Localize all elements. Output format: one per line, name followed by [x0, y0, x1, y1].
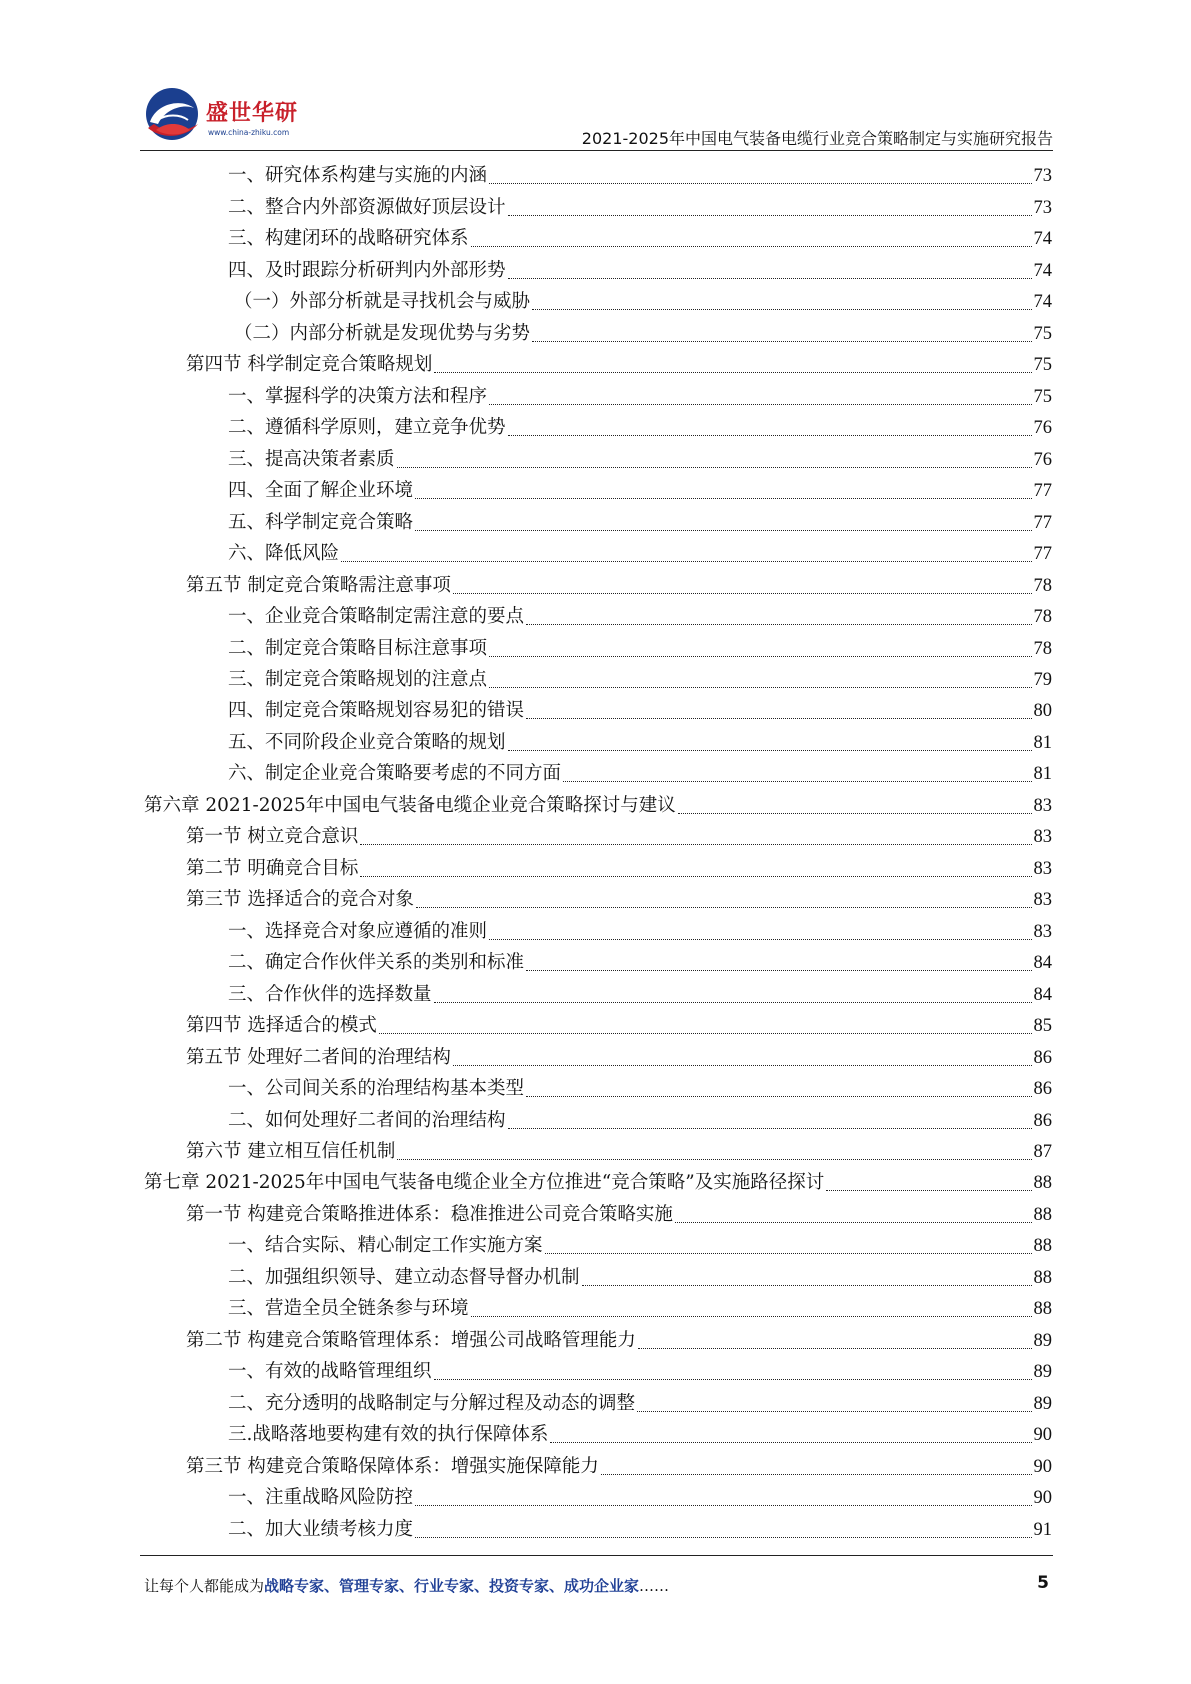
toc-entry[interactable] — [144, 788, 1052, 819]
toc-entry[interactable] — [144, 1103, 1052, 1134]
toc-entry-title: 一、注重战略风险防控 — [228, 1487, 414, 1509]
logo-swirl-icon — [140, 84, 204, 148]
toc-entry-page: 84 — [1033, 984, 1052, 1005]
toc-entry[interactable] — [144, 694, 1052, 725]
toc-entry[interactable] — [144, 379, 1052, 410]
toc-entry-page: 89 — [1033, 1330, 1052, 1351]
toc-entry[interactable] — [144, 348, 1052, 379]
toc-entry-page: 89 — [1033, 1362, 1052, 1383]
toc-entry-title: 一、公司间关系的治理结构基本类型 — [228, 1078, 525, 1100]
toc-dot-leader — [360, 876, 1031, 877]
toc-entry-page: 80 — [1033, 701, 1052, 722]
toc-entry[interactable] — [144, 568, 1052, 599]
toc-entry[interactable] — [144, 1040, 1052, 1071]
toc-entry-page: 89 — [1033, 1393, 1052, 1414]
toc-entry-title: （二）内部分析就是发现优势与劣势 — [234, 322, 531, 344]
toc-entry[interactable] — [144, 442, 1052, 473]
toc-dot-leader — [415, 530, 1031, 531]
toc-entry-title: 一、结合实际、精心制定工作实施方案 — [228, 1235, 543, 1257]
toc-entry[interactable] — [144, 820, 1052, 851]
toc-entry-title: 第二节 明确竞合目标 — [186, 857, 359, 879]
report-title: 2021-2025年中国电气装备电缆行业竞合策略制定与实施研究报告 — [581, 129, 1053, 148]
toc-dot-leader — [415, 498, 1031, 499]
toc-dot-leader — [526, 624, 1031, 625]
toc-entry-title: 二、如何处理好二者间的治理结构 — [228, 1109, 506, 1131]
toc-entry-page: 83 — [1033, 921, 1052, 942]
toc-dot-leader — [489, 939, 1031, 940]
toc-dot-leader — [678, 813, 1032, 814]
toc-dot-leader — [532, 341, 1031, 342]
toc-dot-leader — [379, 1033, 1032, 1034]
toc-entry[interactable] — [144, 505, 1052, 536]
toc-entry[interactable] — [144, 1386, 1052, 1417]
toc-entry-page: 78 — [1033, 607, 1052, 628]
toc-dot-leader — [434, 1002, 1032, 1003]
toc-entry-page: 83 — [1033, 858, 1052, 879]
toc-dot-leader — [508, 278, 1032, 279]
toc-entry-title: 第三节 选择适合的竞合对象 — [186, 889, 414, 911]
toc-entry[interactable] — [144, 757, 1052, 788]
toc-entry-title: 四、全面了解企业环境 — [228, 480, 414, 502]
footer-divider — [140, 1555, 1053, 1556]
toc-entry[interactable] — [144, 1009, 1052, 1040]
toc-entry[interactable] — [144, 1229, 1052, 1260]
toc-entry[interactable] — [144, 1512, 1052, 1543]
toc-dot-leader — [675, 1222, 1032, 1223]
toc-entry-title: 第六章 2021-2025年中国电气装备电缆企业竞合策略探讨与建议 — [144, 794, 676, 816]
table-of-contents — [144, 159, 1052, 1544]
toc-entry-page: 88 — [1033, 1204, 1052, 1225]
toc-entry[interactable] — [144, 474, 1052, 505]
toc-dot-leader — [526, 718, 1031, 719]
toc-entry-title: 第一节 构建竞合策略推进体系：稳准推进公司竞合策略实施 — [186, 1203, 673, 1225]
toc-dot-leader — [638, 1348, 1032, 1349]
page-header — [140, 78, 1053, 150]
toc-dot-leader — [826, 1190, 1031, 1191]
toc-entry[interactable] — [144, 1481, 1052, 1512]
toc-dot-leader — [582, 1285, 1032, 1286]
toc-entry-page: 87 — [1033, 1142, 1052, 1162]
toc-entry[interactable] — [144, 1166, 1052, 1197]
toc-entry[interactable] — [144, 411, 1052, 442]
toc-entry-title: 六、降低风险 — [228, 543, 340, 565]
toc-entry-title: 一、掌握科学的决策方法和程序 — [228, 385, 488, 407]
toc-entry-title: 第四节 选择适合的模式 — [186, 1015, 377, 1037]
toc-entry-title: 第二节 构建竞合策略管理体系：增强公司战略管理能力 — [186, 1329, 636, 1351]
toc-entry[interactable] — [144, 285, 1052, 316]
toc-entry[interactable] — [144, 537, 1052, 568]
toc-entry[interactable] — [144, 316, 1052, 347]
toc-entry-title: 三.战略落地要构建有效的执行保障体系 — [228, 1424, 549, 1446]
toc-entry-title: 三、营造全员全链条参与环境 — [228, 1298, 469, 1320]
logo-url: www.china-zhiku.com — [208, 128, 290, 137]
footer-slogan-highlight: 战略专家、管理专家、行业专家、投资专家、成功企业家 — [264, 1577, 640, 1595]
footer-slogan-suffix: …… — [639, 1577, 670, 1595]
toc-entry-page: 79 — [1033, 669, 1052, 690]
toc-dot-leader — [550, 1442, 1031, 1443]
toc-dot-leader — [415, 1505, 1031, 1506]
toc-dot-leader — [453, 1065, 1032, 1066]
toc-dot-leader — [453, 593, 1032, 594]
toc-entry-page: 77 — [1033, 544, 1052, 565]
toc-entry[interactable] — [144, 631, 1052, 662]
toc-dot-leader — [397, 1159, 1031, 1160]
toc-entry-page: 86 — [1033, 1079, 1052, 1100]
toc-entry-title: 第六节 建立相互信任机制 — [186, 1141, 396, 1162]
toc-entry-title: 三、提高决策者素质 — [228, 448, 395, 470]
toc-entry-page: 86 — [1033, 1047, 1052, 1068]
toc-entry-page: 73 — [1033, 197, 1052, 218]
toc-entry-page: 90 — [1033, 1488, 1052, 1509]
toc-entry-page: 88 — [1033, 1236, 1052, 1257]
toc-entry-page: 78 — [1033, 638, 1052, 659]
page-number: 5 — [1037, 1573, 1049, 1593]
toc-dot-leader — [508, 750, 1032, 751]
toc-entry[interactable] — [144, 1197, 1052, 1228]
toc-entry-page: 75 — [1033, 355, 1052, 376]
toc-dot-leader — [508, 1128, 1032, 1129]
toc-entry-title: 第五节 处理好二者间的治理结构 — [186, 1046, 451, 1068]
toc-entry[interactable] — [144, 1072, 1052, 1103]
toc-entry-title: 第一节 树立竞合意识 — [186, 826, 359, 848]
toc-entry-title: 二、整合内外部资源做好顶层设计 — [228, 196, 506, 218]
toc-entry-title: 二、加强组织领导、建立动态督导督办机制 — [228, 1266, 580, 1288]
toc-dot-leader — [397, 467, 1032, 468]
toc-entry-title: 六、制定企业竞合策略要考虑的不同方面 — [228, 763, 562, 785]
toc-entry-title: 一、有效的战略管理组织 — [228, 1361, 432, 1383]
toc-entry-title: 一、研究体系构建与实施的内涵 — [228, 165, 488, 187]
footer-slogan — [144, 1575, 669, 1596]
toc-entry-title: 三、制定竞合策略规划的注意点 — [228, 668, 488, 690]
toc-dot-leader — [637, 1411, 1031, 1412]
toc-entry-title: 第三节 构建竞合策略保障体系：增强实施保障能力 — [186, 1455, 599, 1477]
toc-entry-page: 85 — [1033, 1016, 1052, 1037]
toc-entry[interactable] — [144, 190, 1052, 221]
header-divider — [140, 150, 1053, 151]
toc-entry[interactable] — [144, 663, 1052, 694]
footer-slogan-prefix: 让每个人都能成为 — [144, 1577, 265, 1595]
toc-entry-page: 73 — [1033, 166, 1052, 187]
toc-entry-title: 一、企业竞合策略制定需注意的要点 — [228, 606, 525, 628]
toc-entry-title: 四、制定竞合策略规划容易犯的错误 — [228, 700, 525, 722]
toc-entry-page: 83 — [1033, 827, 1052, 848]
toc-entry-page: 75 — [1033, 323, 1052, 344]
toc-entry[interactable] — [144, 883, 1052, 914]
toc-entry-page: 88 — [1033, 1173, 1052, 1194]
toc-dot-leader — [601, 1474, 1032, 1475]
toc-entry[interactable] — [144, 159, 1052, 190]
toc-dot-leader — [471, 246, 1032, 247]
toc-entry-page: 90 — [1033, 1425, 1052, 1446]
toc-entry[interactable] — [144, 1355, 1052, 1386]
toc-entry-page: 84 — [1033, 953, 1052, 974]
toc-entry[interactable] — [144, 977, 1052, 1008]
toc-entry-title: 三、构建闭环的战略研究体系 — [228, 228, 469, 250]
toc-dot-leader — [416, 907, 1032, 908]
page-footer — [144, 1575, 1049, 1601]
toc-dot-leader — [489, 687, 1031, 688]
toc-entry[interactable] — [144, 1418, 1052, 1449]
toc-entry[interactable] — [144, 1292, 1052, 1323]
toc-entry[interactable] — [144, 1260, 1052, 1291]
toc-entry-page: 88 — [1033, 1299, 1052, 1320]
toc-dot-leader — [360, 844, 1031, 845]
toc-entry-page: 74 — [1033, 229, 1052, 250]
toc-dot-leader — [526, 1096, 1031, 1097]
toc-entry-page: 81 — [1033, 764, 1052, 785]
company-logo — [140, 84, 360, 150]
toc-entry-page: 74 — [1033, 260, 1052, 281]
toc-entry[interactable] — [144, 725, 1052, 756]
toc-entry-page: 83 — [1033, 795, 1052, 816]
toc-dot-leader — [489, 656, 1031, 657]
toc-dot-leader — [341, 561, 1031, 562]
toc-entry[interactable] — [144, 1323, 1052, 1354]
toc-entry-page: 75 — [1033, 386, 1052, 407]
toc-entry-title: 三、合作伙伴的选择数量 — [228, 983, 432, 1005]
toc-entry-page: 76 — [1033, 418, 1052, 439]
toc-dot-leader — [545, 1253, 1032, 1254]
toc-entry-title: 第四节 科学制定竞合策略规划 — [186, 354, 433, 376]
toc-dot-leader — [434, 372, 1031, 373]
toc-entry[interactable] — [144, 1449, 1052, 1480]
toc-entry[interactable] — [144, 851, 1052, 882]
toc-entry-title: 二、确定合作伙伴关系的类别和标准 — [228, 952, 525, 974]
toc-dot-leader — [526, 970, 1031, 971]
toc-dot-leader — [508, 215, 1032, 216]
toc-entry[interactable] — [144, 1135, 1052, 1166]
toc-entry-title: 第七章 2021-2025年中国电气装备电缆企业全方位推进“竞合策略”及实施路径探讨 — [144, 1172, 825, 1194]
toc-entry-page: 90 — [1033, 1456, 1052, 1477]
toc-entry-title: 第五节 制定竞合策略需注意事项 — [186, 574, 451, 596]
toc-dot-leader — [489, 183, 1031, 184]
toc-entry-page: 78 — [1033, 575, 1052, 596]
toc-entry-page: 91 — [1033, 1519, 1052, 1540]
toc-dot-leader — [415, 1537, 1031, 1538]
toc-entry[interactable] — [144, 946, 1052, 977]
toc-entry-page: 74 — [1033, 292, 1052, 313]
toc-entry-page: 76 — [1033, 449, 1052, 470]
toc-entry[interactable] — [144, 914, 1052, 945]
toc-dot-leader — [471, 1316, 1032, 1317]
toc-entry[interactable] — [144, 222, 1052, 253]
toc-entry-page: 81 — [1033, 732, 1052, 753]
toc-entry-title: 二、充分透明的战略制定与分解过程及动态的调整 — [228, 1392, 636, 1414]
toc-entry-title: 五、科学制定竞合策略 — [228, 511, 414, 533]
toc-entry-title: 一、选择竞合对象应遵循的准则 — [228, 920, 488, 942]
toc-dot-leader — [508, 435, 1032, 436]
toc-dot-leader — [434, 1379, 1032, 1380]
toc-entry-title: 四、及时跟踪分析研判内外部形势 — [228, 259, 506, 281]
toc-entry-title: 二、加大业绩考核力度 — [228, 1518, 414, 1540]
toc-entry[interactable] — [144, 253, 1052, 284]
toc-dot-leader — [563, 781, 1031, 782]
toc-entry-title: （一）外部分析就是寻找机会与威胁 — [234, 291, 531, 313]
toc-entry[interactable] — [144, 600, 1052, 631]
toc-dot-leader — [532, 309, 1031, 310]
toc-dot-leader — [489, 404, 1031, 405]
toc-entry-title: 二、遵循科学原则，建立竞争优势 — [228, 417, 506, 439]
logo-name: 盛世华研 — [206, 101, 299, 126]
toc-entry-page: 77 — [1033, 512, 1052, 533]
toc-entry-page: 88 — [1033, 1267, 1052, 1288]
toc-entry-title: 二、制定竞合策略目标注意事项 — [228, 637, 488, 659]
toc-entry-title: 五、不同阶段企业竞合策略的规划 — [228, 731, 506, 753]
toc-entry-page: 77 — [1033, 481, 1052, 502]
toc-entry-page: 83 — [1033, 890, 1052, 911]
toc-entry-page: 86 — [1033, 1110, 1052, 1131]
